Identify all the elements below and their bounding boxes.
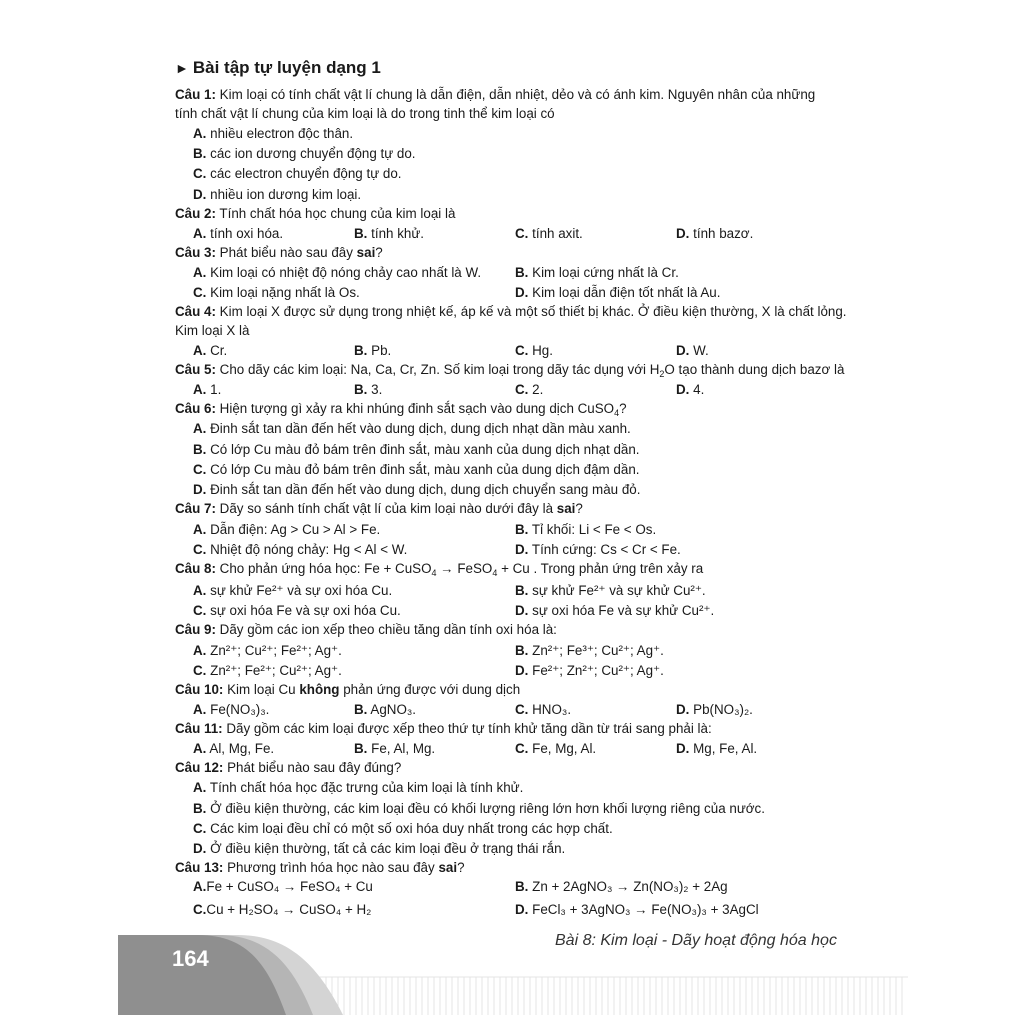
question-12: Câu 12: Phát biểu nào sau đây đúng? [175,760,402,775]
question-5: Câu 5: Cho dãy các kim loại: Na, Ca, Cr, Zn. Số kim loại trong dãy tác dụng với $H_2O$ tạo thành dung dịch bazơ là [175,362,845,379]
lesson-title: Bài 8: Kim loại - Dãy hoạt động hóa học [555,932,837,949]
q9-option-c: C. Zn²⁺; Fe²⁺; Cu²⁺; Ag⁺. [193,663,342,678]
question-10: Câu 10: Kim loại Cu không phản ứng được với dung dịch [175,682,521,697]
q10-option-a: A. Fe(NO₃)₃. [193,702,270,717]
q5-option-b: B. 3. [354,382,383,397]
q10-option-b: B. AgNO₃. [354,702,417,717]
section-title: ► Bài tập tự luyện dạng 1 [175,58,381,77]
q7-option-c: C. Nhiệt độ nóng chảy: Hg < Al < W. [193,542,408,557]
question-7: Câu 7: Dãy so sánh tính chất vật lí của kim loại nào dưới đây là sai? [175,501,583,516]
q6-option-a: A. Đinh sắt tan dần đến hết vào dung dịch, dung dịch nhạt dần màu xanh. [193,421,631,436]
question-13: Câu 13: Phương trình hóa học nào sau đây sai? [175,860,465,875]
q4-option-c: C. Hg. [515,343,553,358]
q9-option-b: B. Zn²⁺; Fe³⁺; Cu²⁺; Ag⁺. [515,643,664,658]
q13-option-b: B. Zn + 2AgNO₃ → Zn(NO₃)₂ + 2Ag [515,879,728,894]
q10-option-d: D. Pb(NO₃)₂. [676,702,753,717]
q1-option-a: A. nhiều electron độc thân. [193,126,354,141]
q3-option-c: C. Kim loại nặng nhất là Os. [193,285,360,300]
q9-option-d: D. Fe²⁺; Zn²⁺; Cu²⁺; Ag⁺. [515,663,664,678]
q8-option-a: A. sự khử Fe²⁺ và sự oxi hóa Cu. [193,583,393,598]
q1-option-c: C. các electron chuyển động tự do. [193,166,402,181]
q11-option-b: B. Fe, Al, Mg. [354,741,436,756]
q7-option-b: B. Tỉ khối: Li < Fe < Os. [515,522,657,537]
q6-option-b: B. Có lớp Cu màu đỏ bám trên đinh sắt, màu xanh của dung dịch nhạt dần. [193,442,640,457]
q9-option-a: A. Zn²⁺; Cu²⁺; Fe²⁺; Ag⁺. [193,643,342,658]
q3-option-d: D. Kim loại dẫn điện tốt nhất là Au. [515,285,721,300]
q4-option-b: B. Pb. [354,343,392,358]
q6-option-c: C. Có lớp Cu màu đỏ bám trên đinh sắt, màu xanh của dung dịch đậm dần. [193,462,640,477]
question-8: Câu 8: Cho phản ứng hóa học: Fe + CuSO$_4$ → FeSO$_4$ + Cu . Trong phản ứng trên xảy ra [175,561,704,578]
question-4-cont: Kim loại X là [175,323,250,338]
q12-option-a: A. Tính chất hóa học đặc trưng của kim loại là tính khử. [193,780,524,795]
q3-option-a: A. Kim loại có nhiệt độ nóng chảy cao nhất là W. [193,265,482,280]
q1-option-b: B. các ion dương chuyển động tự do. [193,146,416,161]
q11-option-a: A. Al, Mg, Fe. [193,741,275,756]
q6-option-d: D. Đinh sắt tan dần đến hết vào dung dịch, dung dịch chuyển sang màu đỏ. [193,482,641,497]
q4-option-d: D. W. [676,343,709,358]
q8-option-d: D. sự oxi hóa Fe và sự khử Cu²⁺. [515,603,715,618]
q10-option-c: C. HNO₃. [515,702,572,717]
q11-option-c: C. Fe, Mg, Al. [515,741,597,756]
q5-option-d: D. 4. [676,382,705,397]
question-1-cont: tính chất vật lí chung của kim loại là do trong tinh thể kim loại có [175,106,555,121]
question-2: Câu 2: Tính chất hóa học chung của kim loại là [175,206,456,221]
question-11: Câu 11: Dãy gồm các kim loại được xếp theo thứ tự tính khử tăng dần từ trái sang phải là: [175,721,712,736]
q8-option-b: B. sự khử Fe²⁺ và sự khử Cu²⁺. [515,583,706,598]
q11-option-d: D. Mg, Fe, Al. [676,741,758,756]
question-1: Câu 1: Kim loại có tính chất vật lí chung là dẫn điện, dẫn nhiệt, dẻo và có ánh kim. Nguyên nhân của những [175,87,816,102]
q12-option-d: D. Ở điều kiện thường, tất cả các kim loại đều ở trạng thái rắn. [193,841,566,856]
triangle-bullet-icon: ► [175,60,189,76]
q12-option-b: B. Ở điều kiện thường, các kim loại đều có khối lượng riêng lớn hơn khối lượng riêng của nước. [193,801,765,816]
q7-option-d: D. Tính cứng: Cs < Cr < Fe. [515,542,681,557]
q1-option-d: D. nhiều ion dương kim loại. [193,187,362,202]
q5-option-c: C. 2. [515,382,544,397]
q12-option-c: C. Các kim loại đều chỉ có một số oxi hóa duy nhất trong các hợp chất. [193,821,613,836]
q2-option-a: A. tính oxi hóa. [193,226,284,241]
q2-option-c: C. tính axit. [515,226,583,241]
q2-option-d: D. tính bazơ. [676,226,754,241]
q5-option-a: A. 1. [193,382,222,397]
question-4: Câu 4: Kim loại X được sử dụng trong nhiệt kế, áp kế và một số thiết bị khác. Ở điều kiện thường, X là chất lỏng. [175,304,847,319]
q3-option-b: B. Kim loại cứng nhất là Cr. [515,265,679,280]
q8-option-c: C. sự oxi hóa Fe và sự oxi hóa Cu. [193,603,401,618]
q13-option-c: C.Cu + H₂SO₄ → CuSO₄ + H₂ [193,902,372,917]
q13-option-a: A.Fe + CuSO₄ → FeSO₄ + Cu [193,879,373,894]
page-number: 164 [172,946,209,971]
question-3: Câu 3: Phát biểu nào sau đây sai? [175,245,383,260]
q13-option-d: D. FeCl₃ + 3AgNO₃ → Fe(NO₃)₃ + 3AgCl [515,902,759,917]
question-9: Câu 9: Dãy gồm các ion xếp theo chiều tăng dần tính oxi hóa là: [175,622,557,637]
q4-option-a: A. Cr. [193,343,228,358]
question-6: Câu 6: Hiện tượng gì xảy ra khi nhúng đinh sắt sạch vào dung dịch CuSO$_4$? [175,401,627,418]
q2-option-b: B. tính khử. [354,226,425,241]
q7-option-a: A. Dẫn điện: Ag > Cu > Al > Fe. [193,522,381,537]
